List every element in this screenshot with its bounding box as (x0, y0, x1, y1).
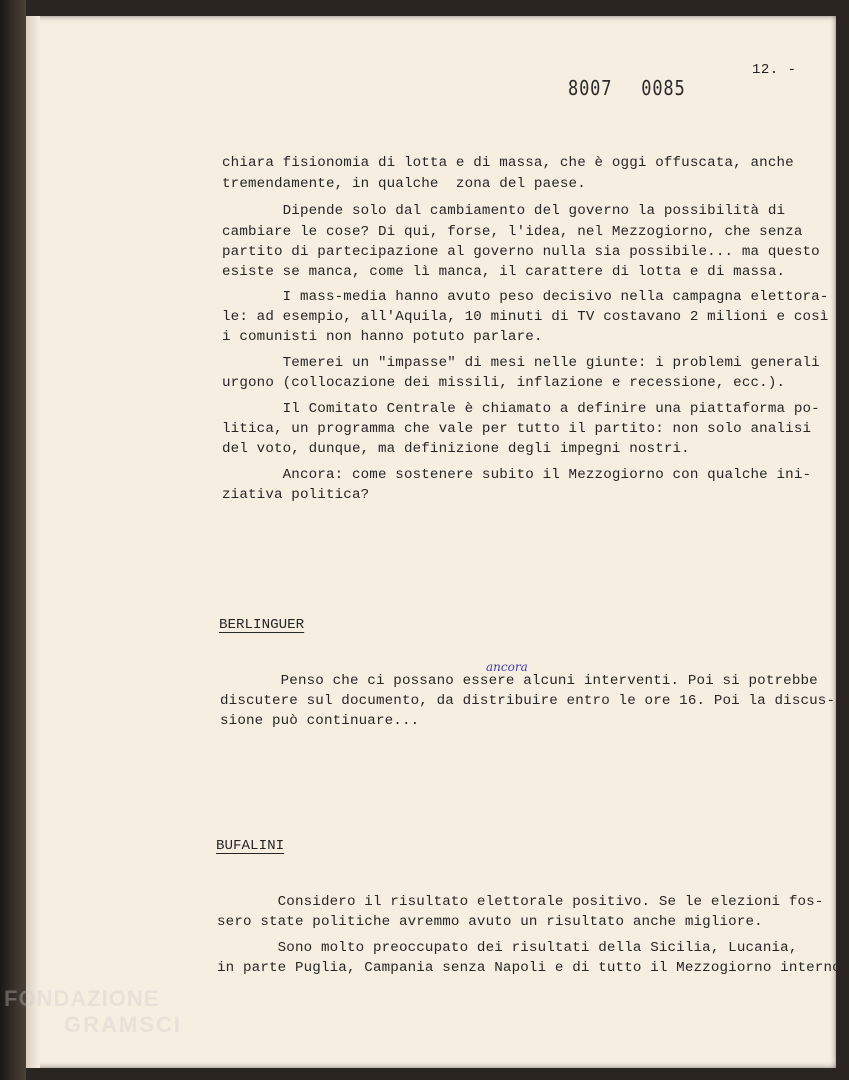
text-line: del voto, dunque, ma definizione degli impegni nostri. (222, 441, 690, 457)
text-line: Dipende solo dal cambiamento del governo la possibilità di (222, 203, 786, 219)
speaker-heading-bufalini: BUFALINI (216, 838, 285, 854)
archive-stamp (568, 76, 714, 100)
text-line: cambiare le cose? Di qui, forse, l'idea, nel Mezzogiorno, che senza (222, 224, 803, 240)
text-line: Sono molto preoccupato dei risultati della Sicilia, Lucania, (217, 940, 798, 956)
text-line: le: ad esempio, all'Aquila, 10 minuti di TV costavano 2 milioni e così (222, 309, 829, 325)
document-page (26, 16, 836, 1068)
handwritten-insert: ancora (486, 660, 528, 674)
text-line: esiste se manca, come lì manca, il carattere di lotta e di massa. (222, 264, 786, 280)
archive-code-2: 0085 (641, 76, 686, 100)
text-line: sero state politiche avremmo avuto un risultato anche migliore. (217, 914, 763, 930)
archive-code-1: 8007 (568, 76, 613, 100)
speaker-heading-berlinguer: BERLINGUER (219, 617, 305, 633)
page-edge-shadow (26, 16, 40, 1068)
text-line: discutere sul documento, da distribuire entro le ore 16. Poi la discus- (220, 693, 836, 709)
text-line: i comunisti non hanno potuto parlare. (222, 329, 543, 345)
page-number: 12. - (752, 62, 797, 78)
text-line: Penso che ci possano essere alcuni interventi. Poi si potrebbe (220, 673, 818, 689)
watermark-line-2: GRAMSCI (64, 1012, 182, 1037)
text-line: I mass-media hanno avuto peso decisivo nella campagna elettora- (222, 289, 829, 305)
text-line: litica, un programma che vale per tutto il partito: non solo analisi (222, 421, 812, 437)
text-line: Temerei un "impasse" di mesi nelle giunte: i problemi generali (222, 355, 820, 371)
text-line: partito di partecipazione al governo nulla sia possibile... ma questo (222, 244, 820, 260)
text-line: tremendamente, in qualche zona del paese. (222, 176, 586, 192)
watermark-logo (4, 986, 182, 1038)
text-line: sione può continuare... (220, 713, 420, 729)
watermark-line-1: FONDAZIONE (4, 986, 160, 1011)
text-line: Considero il risultato elettorale positivo. Se le elezioni fos- (217, 894, 824, 910)
text-line: Il Comitato Centrale è chiamato a definire una piattaforma po- (222, 401, 820, 417)
text-line: chiara fisionomia di lotta e di massa, che è oggi offuscata, anche (222, 155, 794, 171)
text-line: in parte Puglia, Campania senza Napoli e di tutto il Mezzogiorno interno. (217, 960, 849, 976)
text-line: Ancora: come sostenere subito il Mezzogiorno con qualche ini- (222, 467, 812, 483)
text-line: ziativa politica? (222, 487, 370, 503)
text-line: urgono (collocazione dei missili, inflazione e recessione, ecc.). (222, 375, 786, 391)
binder-spine (0, 0, 26, 1080)
